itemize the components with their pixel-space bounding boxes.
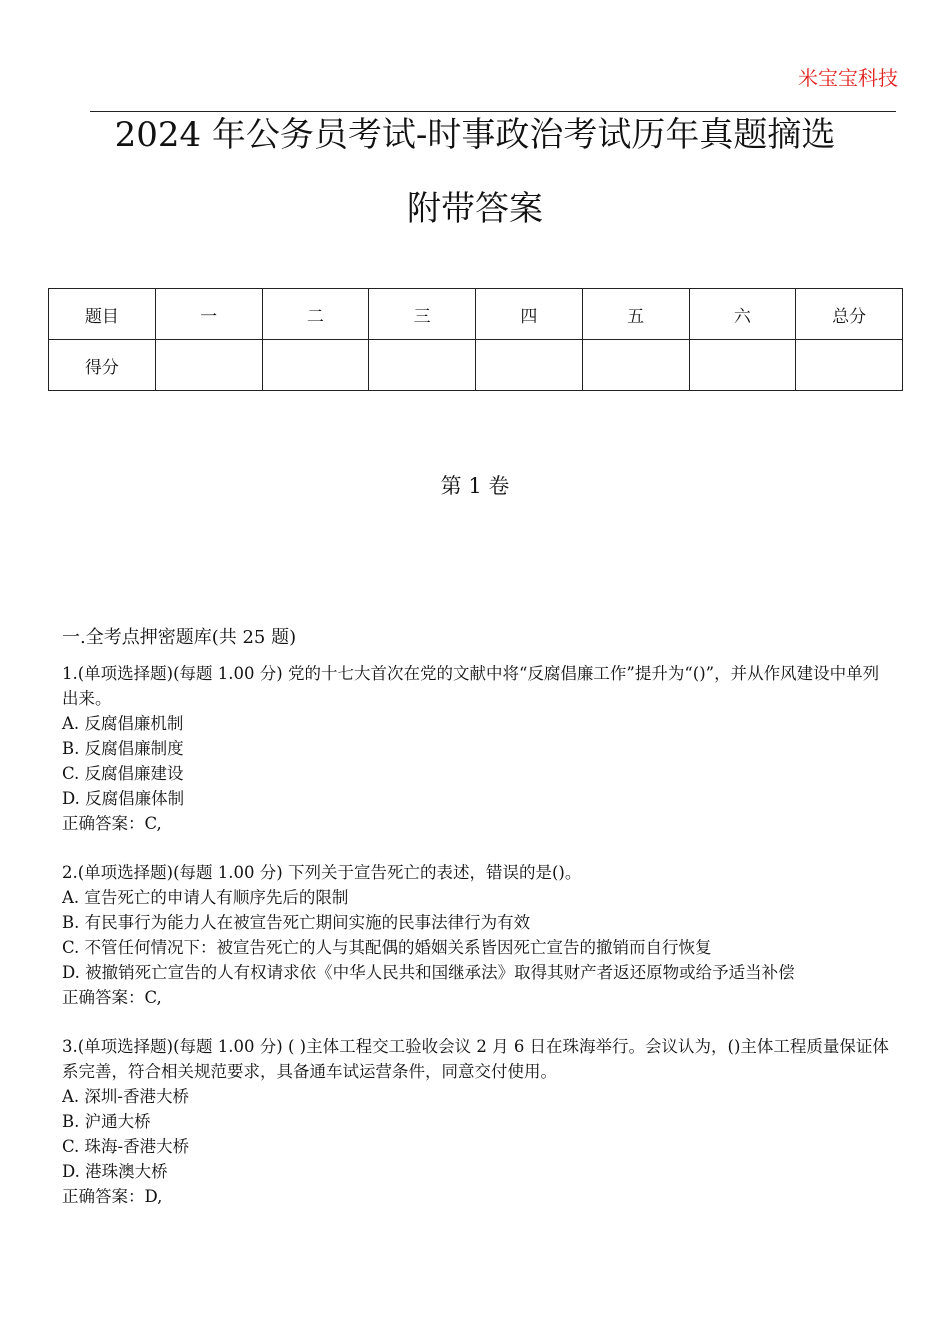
volume-heading: 第 1 卷 [440,474,510,498]
section-heading: 一.全考点押密题库(共 25 题) [62,627,297,648]
question-option: D. 反腐倡廉体制 [62,789,185,808]
score-table-header-row [49,289,903,340]
score-row-label: 得分 [49,340,156,391]
question-item [62,661,894,836]
question-option: B. 反腐倡廉制度 [62,739,184,758]
question-option: A. 反腐倡廉机制 [62,714,184,733]
question-answer: 正确答案：D, [62,1187,163,1206]
score-cell [796,340,903,391]
score-header-cell: 一 [155,289,262,340]
question-item [62,860,894,1010]
score-header-cell: 题目 [49,289,156,340]
score-table [48,288,903,391]
question-stem: 3.(单项选择题)(每题 1.00 分) ( )主体工程交工验收会议 2 月 6 日在珠海举行。会议认为，()主体工程质量保证体系完善，符合相关规范要求，具备通车试运营条件，同意交付使用。 [62,1037,889,1081]
score-header-cell: 总分 [796,289,903,340]
score-cell [689,340,796,391]
question-option: B. 沪通大桥 [62,1112,151,1131]
question-answer: 正确答案：C, [62,988,162,1007]
score-header-cell: 四 [476,289,583,340]
question-option: C. 反腐倡廉建设 [62,764,184,783]
document-title: 2024 年公务员考试-时事政治考试历年真题摘选 [114,115,836,155]
brand-watermark: 米宝宝科技 [798,66,898,90]
score-cell [582,340,689,391]
score-header-cell: 五 [582,289,689,340]
question-item [62,1034,894,1209]
question-stem: 1.(单项选择题)(每题 1.00 分) 党的十七大首次在党的文献中将“反腐倡廉工作”提升为“()”，并从作风建设中单列出来。 [62,664,880,708]
score-table-score-row [49,340,903,391]
score-cell [155,340,262,391]
score-header-cell: 三 [369,289,476,340]
score-cell [476,340,583,391]
question-answer: 正确答案：C, [62,814,162,833]
header-rule [90,111,896,112]
score-cell [262,340,369,391]
question-option: D. 被撤销死亡宣告的人有权请求依《中华人民共和国继承法》取得其财产者返还原物或给予适当补偿 [62,963,795,982]
question-option: A. 宣告死亡的申请人有顺序先后的限制 [62,888,349,907]
score-header-cell: 二 [262,289,369,340]
document-subtitle: 附带答案 [407,189,543,229]
question-option: D. 港珠澳大桥 [62,1162,168,1181]
score-header-cell: 六 [689,289,796,340]
question-option: B. 有民事行为能力人在被宣告死亡期间实施的民事法律行为有效 [62,913,531,932]
question-option: C. 不管任何情况下：被宣告死亡的人与其配偶的婚姻关系皆因死亡宣告的撤销而自行恢复 [62,938,712,957]
question-list [62,661,894,1233]
question-stem: 2.(单项选择题)(每题 1.00 分) 下列关于宣告死亡的表述，错误的是()。 [62,863,582,882]
question-option: C. 珠海-香港大桥 [62,1137,190,1156]
question-option: A. 深圳-香港大桥 [62,1087,189,1106]
score-cell [369,340,476,391]
